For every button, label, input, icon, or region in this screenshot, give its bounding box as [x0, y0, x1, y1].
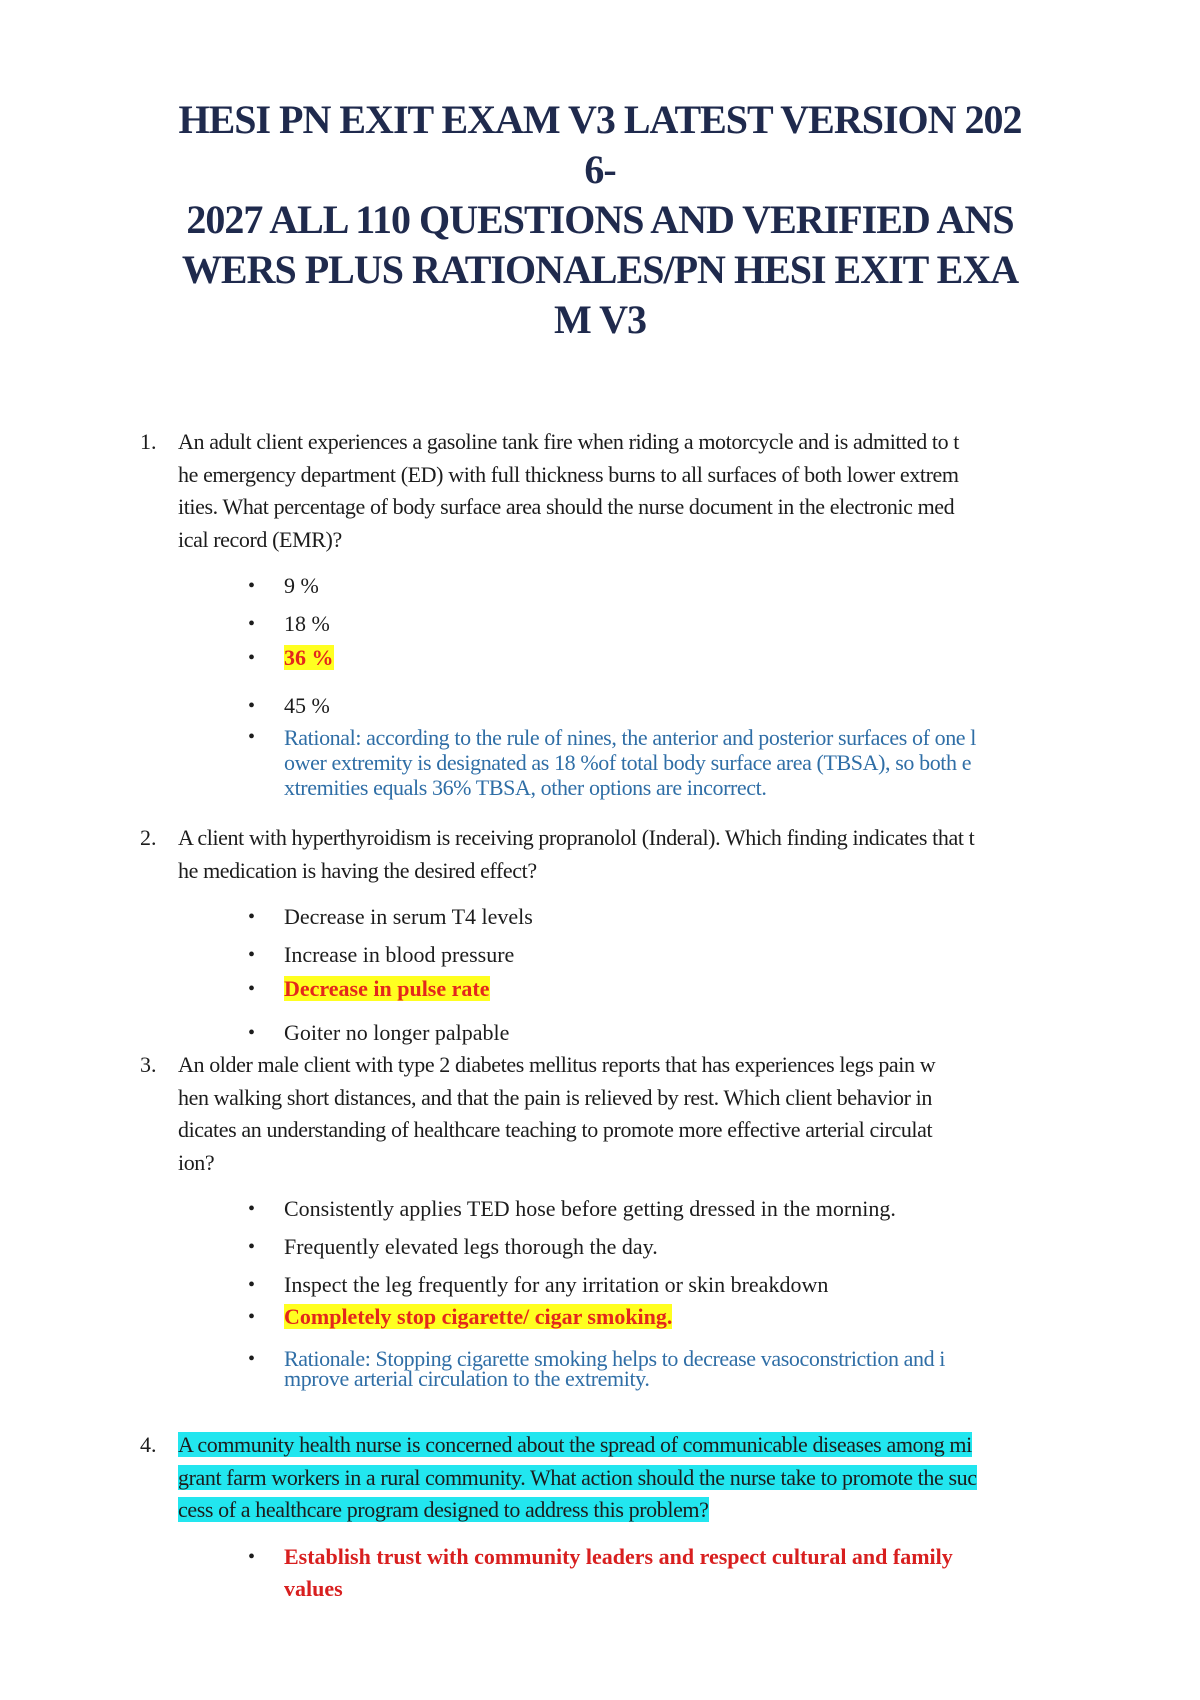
question-number: 4. — [140, 1432, 157, 1457]
highlighted-text: A community health nurse is concerned about the spread of communicable diseases among mi — [178, 1432, 972, 1457]
bullet-icon: • — [248, 1306, 256, 1328]
title-line: WERS PLUS RATIONALES/PN HESI EXIT EXA — [181, 247, 1019, 292]
title-line: 6- — [584, 147, 616, 192]
bullet-icon: • — [248, 1545, 256, 1568]
answer-option: • Inspect the leg frequently for any irritation or skin breakdown — [284, 1269, 1060, 1301]
answer-option: • Goiter no longer palpable — [284, 1017, 1060, 1049]
question-2 — [140, 822, 1060, 1049]
highlighted-text: cess of a healthcare program designed to address this problem? — [178, 1497, 709, 1522]
rationale: • Rationale: Stopping cigarette smoking helps to decrease vasoconstriction and i mprove arterial circulation to the extremity. — [248, 1346, 946, 1391]
question-text — [178, 426, 1060, 556]
bullet-icon: • — [248, 906, 256, 928]
question-text: An older male client with type 2 diabetes mellitus reports that has experiences legs pain w hen walking short distances, and that the pain is relieved by rest. Which client behavior in dicates an understanding of healthcare teaching to promote more effective arterial circulat ion? — [178, 1052, 936, 1175]
bullet-icon: • — [248, 695, 256, 717]
question-line: he emergency department (ED) with full thickness burns to all surfaces of both lower extrem — [178, 461, 959, 487]
answer-option: • Frequently elevated legs thorough the day. — [284, 1231, 1060, 1263]
bullet-icon: • — [248, 647, 256, 669]
answer-options — [248, 1193, 1060, 1391]
bullet-icon: • — [248, 1198, 256, 1220]
question-line: An adult client experiences a gasoline tank fire when riding a motorcycle and is admitted to t — [178, 429, 960, 454]
title-line: HESI PN EXIT EXAM V3 LATEST VERSION 202 — [178, 97, 1022, 142]
answer-option-correct: • 36 % — [284, 642, 1060, 674]
question-number: 1. — [140, 429, 157, 454]
bullet-icon: • — [248, 726, 256, 748]
rationale: • Rational: according to the rule of nines, the anterior and posterior surfaces of one l ower extremity is designated as 18 %of total body surface area (TBSA), so both e xtremities equals 36% TBSA, other options are incorrect. — [248, 725, 976, 800]
bullet-icon: • — [248, 613, 256, 635]
answer-option: • Increase in blood pressure — [284, 939, 1060, 971]
bullet-icon: • — [248, 1236, 256, 1258]
answer-option-correct: • Decrease in pulse rate — [284, 973, 1060, 1005]
answer-options — [248, 1541, 1060, 1605]
bullet-icon: • — [248, 944, 256, 966]
answer-option-correct: • Establish trust with community leaders and respect cultural and family values — [284, 1541, 1060, 1605]
bullet-icon: • — [248, 1022, 256, 1044]
answer-option: • 9 % — [284, 570, 1060, 602]
question-line: ical record (EMR)? — [178, 526, 342, 552]
answer-option: • 18 % — [284, 608, 1060, 640]
answer-option: • Consistently applies TED hose before getting dressed in the morning. — [284, 1193, 1060, 1225]
answer-options — [248, 570, 1060, 800]
question-3 — [140, 1049, 1060, 1389]
document-title — [170, 95, 1030, 345]
answer-option: • 45 % — [284, 690, 1060, 722]
answer-option: • Decrease in serum T4 levels — [284, 901, 1060, 933]
bullet-icon: • — [248, 575, 256, 597]
question-text: A client with hyperthyroidism is receiving propranolol (Inderal). Which finding indicates that t he medication is having the desired effect? — [178, 825, 975, 883]
highlighted-text: grant farm workers in a rural community. What action should the nurse take to promote the suc — [178, 1464, 977, 1490]
question-4 — [140, 1429, 1060, 1605]
title-line: 2027 ALL 110 QUESTIONS AND VERIFIED ANS — [186, 197, 1014, 242]
question-1 — [140, 426, 1060, 800]
answer-options — [248, 901, 1060, 1049]
question-number: 3. — [140, 1052, 157, 1077]
question-line: ities. What percentage of body surface area should the nurse document in the electronic med — [178, 494, 955, 519]
question-number: 2. — [140, 825, 157, 850]
title-line: M V3 — [554, 297, 646, 342]
bullet-icon: • — [248, 978, 256, 1000]
bullet-icon: • — [248, 1274, 256, 1296]
question-text — [178, 1429, 1060, 1527]
bullet-icon: • — [248, 1348, 256, 1370]
question-list — [140, 426, 1060, 1605]
answer-option-correct: • Completely stop cigarette/ cigar smoking. — [284, 1301, 1060, 1333]
